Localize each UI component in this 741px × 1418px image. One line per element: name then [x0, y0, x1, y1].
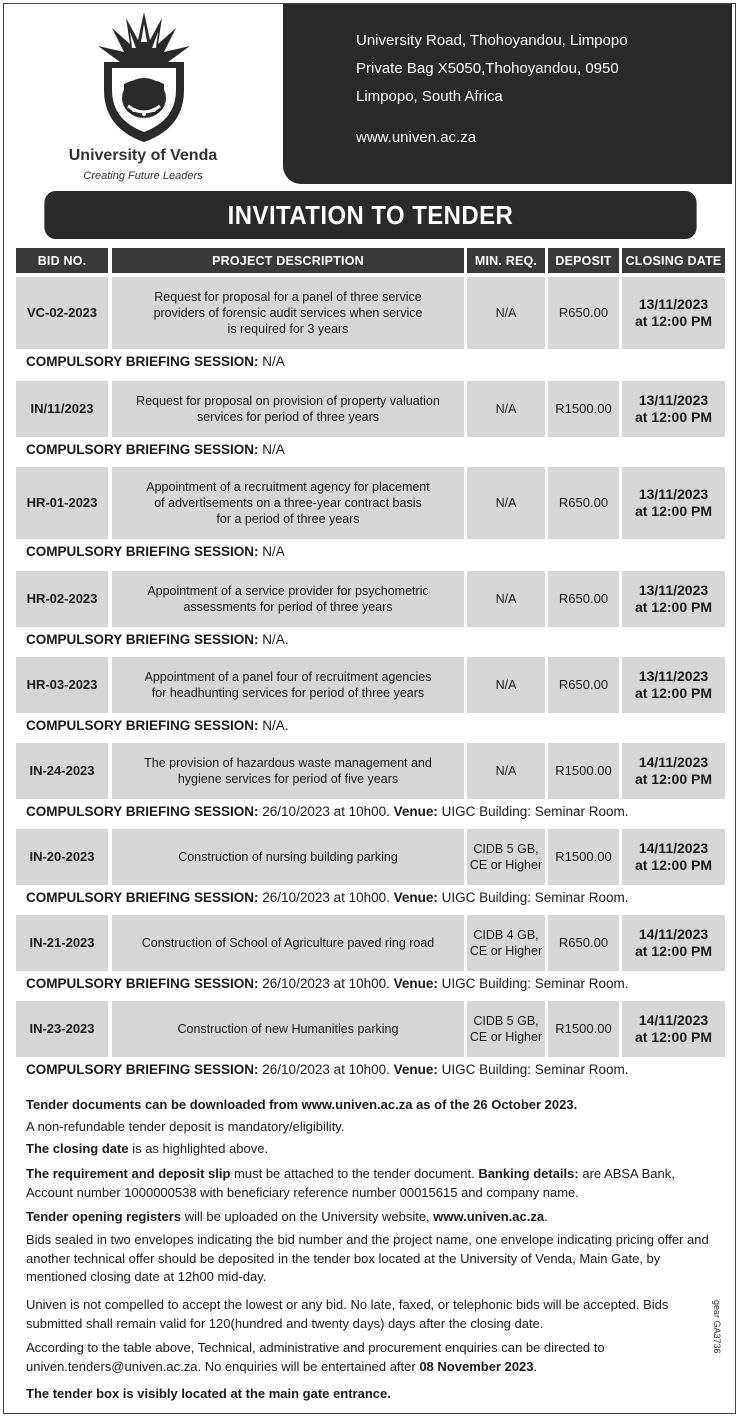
min-req-line: CIDB 5 GB,: [473, 841, 539, 856]
note-text: Bids sealed in two envelopes indicating the bid number and the project name, one envelope indicating pricing offer and another technical offer should be deposited in the tender box located at the University of Venda, Main Gate, by mentioned closing date at 12h00 mid-day.: [26, 1232, 709, 1284]
closing-line: 14/11/2023: [638, 753, 709, 770]
briefing-value: 26/10/2023 at 10h00.: [258, 976, 390, 991]
description-line: Construction of nursing building parking: [178, 849, 398, 864]
project-description: [112, 743, 464, 799]
note-text: is as highlighted above.: [128, 1141, 269, 1156]
note-bold: The tender box is visibly located at the main gate entrance.: [26, 1386, 391, 1401]
note-bold: The requirement and deposit slip: [26, 1166, 231, 1181]
table-row: [16, 571, 725, 627]
briefing-value: N/A.: [258, 632, 289, 647]
min-requirement: [467, 467, 545, 539]
bid-number: VC-02-2023: [16, 277, 108, 349]
description-line: The provision of hazardous waste management and: [144, 755, 432, 770]
description-line: of advertisements on a three-year contract basis: [154, 495, 422, 510]
deposit-amount: R1500.00: [548, 381, 619, 437]
venue-label: Venue:: [389, 1062, 438, 1077]
briefing-session: [26, 632, 289, 647]
bid-number: HR-02-2023: [16, 571, 108, 627]
min-req-line: N/A: [495, 305, 517, 320]
project-description: [112, 381, 464, 437]
table-row: [16, 743, 725, 799]
closing-line: 14/11/2023: [638, 925, 709, 942]
description-line: for headhunting services for period of three years: [151, 686, 425, 700]
briefing-session: [26, 442, 285, 457]
project-description: [112, 571, 464, 627]
briefing-label: COMPULSORY BRIEFING SESSION:: [26, 890, 259, 905]
deposit-amount: R650.00: [548, 915, 619, 971]
deposit-amount: R1500.00: [548, 829, 619, 885]
project-description: [112, 829, 464, 885]
note-paragraph: [26, 1165, 716, 1202]
note-paragraph: [26, 1140, 716, 1159]
briefing-label: COMPULSORY BRIEFING SESSION:: [26, 976, 259, 991]
table-row: [16, 381, 725, 437]
note-text: are ABSA Bank, Account number 1000000538 with beneficiary reference number 00015615 and company name.: [26, 1166, 675, 1200]
briefing-session: [26, 1062, 629, 1077]
closing-date: [622, 1001, 725, 1057]
note-paragraph: [26, 1208, 716, 1227]
bid-number: HR-01-2023: [16, 467, 108, 539]
briefing-value: 26/10/2023 at 10h00.: [258, 890, 390, 905]
venue-value: UIGC Building: Seminar Room.: [437, 976, 629, 991]
closing-date: [622, 277, 725, 349]
closing-line: 14/11/2023: [638, 839, 709, 856]
note-text: A non-refundable tender deposit is mandatory/eligibility.: [26, 1119, 345, 1134]
university-tagline: Creating Future Leaders: [83, 170, 203, 182]
closing-line: 13/11/2023: [638, 667, 709, 684]
deposit-amount: R650.00: [548, 467, 619, 539]
description-line: assessments for period of three years: [183, 600, 393, 614]
project-description: [112, 1001, 464, 1057]
deposit-amount: R650.00: [548, 657, 619, 713]
table-row: [16, 829, 725, 885]
min-req-line: N/A: [495, 763, 517, 778]
closing-line: at 12:00 PM: [634, 685, 713, 701]
venue-value: UIGC Building: Seminar Room.: [437, 804, 629, 819]
description-line: providers of forensic audit services when service: [153, 305, 423, 320]
briefing-label: COMPULSORY BRIEFING SESSION:: [26, 804, 259, 819]
bid-number: IN-24-2023: [16, 743, 108, 799]
briefing-value: N/A.: [258, 718, 289, 733]
column-header-description: PROJECT DESCRIPTION: [112, 248, 464, 273]
min-req-line: CE or Higher: [469, 1030, 543, 1044]
note-text: Univen is not compelled to accept the lowest or any bid. No late, faxed, or telephonic bids will be accepted. Bids submitted shall remain valid for 120(hundred and twenty days) days after the closing date.: [26, 1297, 669, 1331]
description-line: Appointment of a recruitment agency for placement: [146, 479, 430, 494]
address-line-3: Limpopo, South Africa: [356, 88, 503, 105]
bid-number: IN-23-2023: [16, 1001, 108, 1057]
min-req-line: CE or Higher: [469, 858, 543, 872]
university-crest-logo: [94, 10, 194, 146]
briefing-label: COMPULSORY BRIEFING SESSION:: [26, 544, 259, 559]
description-line: hygiene services for period of five years: [177, 772, 399, 786]
bid-number: IN/11/2023: [16, 381, 108, 437]
note-bold: 08 November 2023: [419, 1358, 534, 1374]
min-requirement: [467, 277, 545, 349]
project-description: [112, 467, 464, 539]
note-bold: Tender documents can be downloaded from www.univen.ac.za as of the 26 October 2023.: [26, 1097, 578, 1112]
note-text: .: [533, 1358, 538, 1374]
briefing-label: COMPULSORY BRIEFING SESSION:: [26, 632, 259, 647]
website-link[interactable]: www.univen.ac.za: [356, 129, 477, 146]
university-name: University of Venda: [68, 147, 218, 164]
briefing-session: [26, 804, 629, 819]
closing-line: 13/11/2023: [638, 391, 709, 408]
briefing-value: N/A: [258, 442, 285, 457]
min-requirement: [467, 571, 545, 627]
description-line: services for period of three years: [196, 410, 380, 424]
briefing-session: [26, 890, 629, 905]
closing-date: [622, 915, 725, 971]
venue-value: UIGC Building: Seminar Room.: [437, 1062, 629, 1077]
briefing-label: COMPULSORY BRIEFING SESSION:: [26, 354, 259, 369]
min-req-line: N/A: [495, 591, 517, 606]
page-title: INVITATION TO TENDER: [44, 191, 696, 239]
briefing-label: COMPULSORY BRIEFING SESSION:: [26, 442, 259, 457]
table-row: [16, 467, 725, 539]
description-line: Construction of new Humanities parking: [177, 1021, 399, 1036]
table-row: [16, 657, 725, 713]
briefing-value: N/A: [258, 354, 285, 369]
table-row: [16, 915, 725, 971]
note-bold: The closing date: [26, 1141, 129, 1156]
note-paragraph: [26, 1339, 716, 1376]
closing-date: [622, 657, 725, 713]
briefing-value: 26/10/2023 at 10h00.: [258, 804, 390, 819]
min-req-line: N/A: [495, 495, 517, 510]
table-header: [16, 248, 725, 273]
min-requirement: [467, 743, 545, 799]
table-row: [16, 277, 725, 349]
note-paragraph: [26, 1385, 716, 1404]
closing-line: 13/11/2023: [638, 581, 709, 598]
note-paragraph: [26, 1096, 716, 1115]
column-header-bid-no: BID NO.: [16, 248, 108, 273]
bid-number: HR-03-2023: [16, 657, 108, 713]
min-req-line: N/A: [495, 401, 517, 416]
min-req-line: CIDB 4 GB,: [473, 927, 539, 942]
bid-number: IN-20-2023: [16, 829, 108, 885]
min-requirement: [467, 381, 545, 437]
description-line: Appointment of a service provider for psychometric: [147, 583, 429, 598]
note-paragraph: [26, 1231, 716, 1287]
closing-line: at 12:00 PM: [634, 943, 713, 959]
briefing-session: [26, 354, 285, 369]
closing-line: at 12:00 PM: [634, 503, 713, 519]
venue-label: Venue:: [389, 976, 438, 991]
column-header-deposit: DEPOSIT: [548, 248, 619, 273]
closing-line: at 12:00 PM: [634, 313, 713, 329]
description-line: Request for proposal for a panel of three service: [154, 289, 422, 304]
briefing-session: [26, 976, 629, 991]
closing-line: at 12:00 PM: [634, 857, 713, 873]
closing-date: [622, 381, 725, 437]
deposit-amount: R1500.00: [548, 743, 619, 799]
min-req-line: CE or Higher: [469, 944, 543, 958]
column-header-closing-date: CLOSING DATE: [622, 248, 725, 273]
description-line: Request for proposal on provision of property valuation: [136, 393, 440, 408]
description-line: Appointment of a panel four of recruitment agencies: [144, 669, 432, 684]
note-bold: Banking details:: [478, 1166, 579, 1181]
min-requirement: [467, 657, 545, 713]
description-line: is required for 3 years: [227, 322, 349, 337]
note-bold: Tender opening registers: [26, 1209, 182, 1224]
venue-value: UIGC Building: Seminar Room.: [437, 890, 629, 905]
min-requirement: [467, 1001, 545, 1057]
closing-line: at 12:00 PM: [634, 599, 713, 615]
column-header-min-req: MIN. REQ.: [467, 248, 545, 273]
note-bold: www.univen.ac.za: [433, 1209, 545, 1224]
bid-number: IN-21-2023: [16, 915, 108, 971]
closing-line: 14/11/2023: [638, 1011, 709, 1028]
closing-line: at 12:00 PM: [634, 1029, 713, 1045]
address-line-2: Private Bag X5050,Thohoyandou, 0950: [356, 60, 619, 77]
closing-line: 13/11/2023: [638, 295, 709, 312]
project-description: [112, 915, 464, 971]
briefing-value: N/A: [258, 544, 285, 559]
min-requirement: [467, 915, 545, 971]
closing-date: [622, 743, 725, 799]
note-text: must be attached to the tender document.: [230, 1166, 479, 1181]
briefing-label: COMPULSORY BRIEFING SESSION:: [26, 1062, 259, 1077]
briefing-value: 26/10/2023 at 10h00.: [258, 1062, 390, 1077]
deposit-amount: R650.00: [548, 571, 619, 627]
briefing-session: [26, 544, 285, 559]
address-line-1: University Road, Thohoyandou, Limpopo: [356, 32, 628, 49]
deposit-amount: R1500.00: [548, 1001, 619, 1057]
project-description: [112, 277, 464, 349]
note-paragraph: [26, 1296, 716, 1333]
table-row: [16, 1001, 725, 1057]
project-description: [112, 657, 464, 713]
min-req-line: CIDB 5 GB,: [473, 1013, 539, 1028]
logo-block: [4, 4, 282, 184]
closing-date: [622, 571, 725, 627]
side-code: gear GA3736: [712, 1300, 722, 1354]
briefing-session: [26, 718, 289, 733]
closing-date: [622, 467, 725, 539]
min-req-line: N/A: [495, 677, 517, 692]
closing-line: 13/11/2023: [638, 485, 709, 502]
deposit-amount: R650.00: [548, 277, 619, 349]
min-requirement: [467, 829, 545, 885]
description-line: Construction of School of Agriculture paved ring road: [141, 935, 435, 950]
note-text: According to the table above, Technical, administrative and procurement enquiries can be directed to univen.tenders@univen.ac.za. No enquiries will be entertained after: [26, 1340, 605, 1374]
venue-label: Venue:: [389, 804, 438, 819]
briefing-label: COMPULSORY BRIEFING SESSION:: [26, 718, 259, 733]
note-text: will be uploaded on the University website,: [181, 1209, 434, 1224]
venue-label: Venue:: [389, 890, 438, 905]
description-line: for a period of three years: [216, 512, 360, 527]
note-paragraph: [26, 1118, 716, 1137]
note-text: .: [544, 1209, 548, 1224]
closing-line: at 12:00 PM: [634, 771, 713, 787]
closing-date: [622, 829, 725, 885]
closing-line: at 12:00 PM: [634, 409, 713, 425]
address-block: [283, 4, 732, 184]
